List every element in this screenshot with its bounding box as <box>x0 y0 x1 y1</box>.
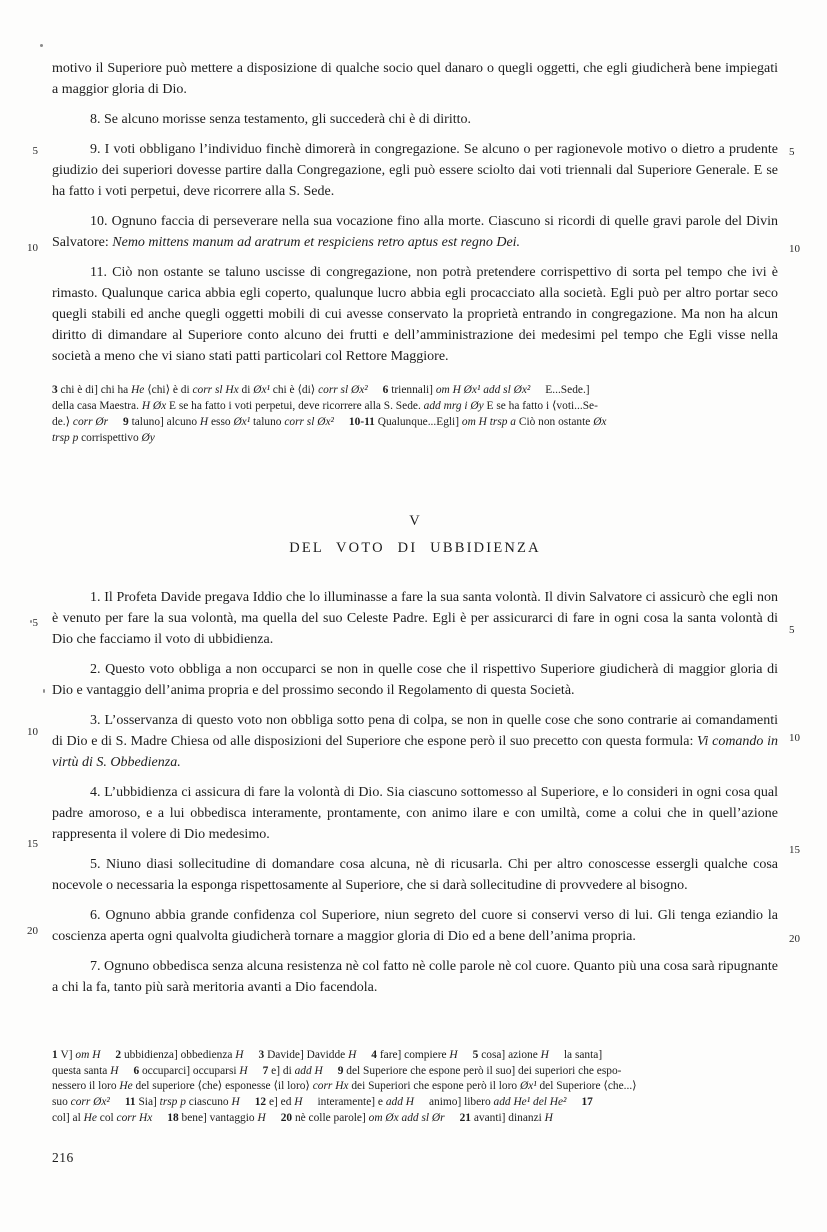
text-run: fare] compiere <box>379 1048 450 1061</box>
text-run: Ciò non ostante <box>518 415 594 428</box>
text-run: 3. L’osservanza di questo voto non obbliga sotto pena di colpa, se non in quelle cose che sono contrarie ai comandamenti di Dio e di S. Madre Chiesa od alle disposizioni del Superiore che espone però il suo precetto con questa formula: <box>52 712 778 749</box>
text-run: di <box>241 384 254 396</box>
text-run: del Superiore che espone però il suo] dei superiori che espo- <box>346 1064 622 1077</box>
apparatus-1-line-3 <box>52 415 778 431</box>
apparatus-2-line-5 <box>52 1111 778 1127</box>
text-run: Nemo mittens manum ad aratrum et respiciens retro aptus est regno Dei. <box>112 235 521 250</box>
print-speck <box>40 44 43 47</box>
line-number-left: 20 <box>27 925 38 937</box>
text-run: triennali] <box>391 384 436 396</box>
apparatus-1-line-2 <box>52 399 778 415</box>
apparatus-1 <box>52 383 778 447</box>
apparatus-1-line-1 <box>52 383 778 399</box>
item-9 <box>52 139 778 202</box>
text-run: E se ha fatto i voti perpetui, deve ricorrere alla S. Sede. <box>169 399 424 412</box>
text-run: 6 <box>382 384 392 396</box>
apparatus-2-line-4 <box>52 1095 778 1111</box>
section-heading <box>52 513 778 557</box>
text-run: ubbidienza] obbedienza <box>123 1048 236 1061</box>
text-run: om H <box>75 1048 101 1061</box>
text-run: occuparci] occuparsi <box>141 1064 240 1077</box>
text-run: corr sl Øx² <box>284 415 334 428</box>
chapter5-item-6 <box>52 905 778 947</box>
text-run: avanti] dinanzi <box>473 1112 545 1125</box>
text-run: 3 <box>258 1048 268 1061</box>
text-run: chi è di] chi ha <box>60 384 132 396</box>
text-run: trsp p <box>159 1096 189 1109</box>
text-run: Øx <box>593 415 607 428</box>
text-run: 18 <box>167 1112 182 1125</box>
text-run: H <box>544 1112 553 1125</box>
chapter5-item-5 <box>52 854 778 896</box>
line-number-right: 5 <box>789 146 795 158</box>
line-number-right: 10 <box>789 243 800 255</box>
line-number-right: 10 <box>789 732 800 744</box>
text-run: cosa] azione <box>481 1048 541 1061</box>
text-run: H <box>235 1048 244 1061</box>
text-run: nè colle parole] <box>294 1112 369 1125</box>
text-run: E...Sede.] <box>545 384 590 396</box>
text-run: 20 <box>280 1112 295 1125</box>
text-run: ⟨chi⟩ è di <box>147 384 193 396</box>
line-number-left: 5 <box>32 617 38 629</box>
text-run: ciascuno <box>188 1096 232 1109</box>
text-run: 1. Il Profeta Davide pregava Iddio che lo illuminasse a fare la sua santa volontà. Il divin Salvatore ci assicurò che egli non è venuto per fare la sua volontà, ma quella del suo Celeste Padre. Egli è per assicurarci di fare in ogni cosa la santa volontà di Dio che facciamo il voto di ubbidienza. <box>52 589 778 647</box>
text-run: e] di <box>271 1064 295 1077</box>
text-run: 11 <box>124 1096 139 1109</box>
text-run: e] ed <box>268 1096 295 1109</box>
text-run: 2. Questo voto obbliga a non occuparci se non in quelle cose che il rispettivo Superiore giudicherà di maggior gloria di Dio e vantaggio dell’anima propria e del prossimo secondo il Regolamento di questa Società. <box>52 661 778 698</box>
chapter5-item-2 <box>52 659 778 701</box>
print-speck <box>43 689 45 693</box>
text-run: add H <box>385 1096 414 1109</box>
chapter5-item-1 <box>52 587 778 650</box>
text-run: corr Hx <box>116 1112 153 1125</box>
line-number-right: 15 <box>789 844 800 856</box>
text-run: add H <box>294 1064 323 1077</box>
text-run: add He¹ del He² <box>493 1096 567 1109</box>
text-run: animo] libero <box>428 1096 494 1109</box>
text-run: E se ha fatto i ⟨voti...Se- <box>486 399 598 412</box>
text-run: Qualunque...Egli] <box>377 415 462 428</box>
text-run: om H Øx¹ add sl Øx² <box>435 384 531 396</box>
item-10 <box>52 211 778 253</box>
text-run: 11. Ciò non ostante se taluno uscisse di congregazione, non potrà pretendere corrispettivo di sorta pel tempo che ivi è rimasto. Qualunque carica abbia egli coperto, qualunque lucro abbia egli procacciato alla società. Egli può per altro portar seco quegli stabili ed anche quegli oggetti mobili di cui avesse conservato la proprietà entrando in congregazione. Ma non ha alcun diritto di dimandare al Superiore conto alcuno dei frutti e dell’amministrazione dei medesimi pel tempo che Egli visse nella società a meno che vi siano stati patti particolari col Rettore Maggiore. <box>52 265 778 364</box>
text-run: trsp p <box>52 431 82 444</box>
chapter5-item-4 <box>52 782 778 845</box>
text-run: 7 <box>262 1064 272 1077</box>
text-run: 5. Niuno diasi sollecitudine di domandare cosa alcuna, nè di ricusarla. Chi per altro conoscesse essergli qualche cosa nocevole o necessaria la esponga rispettosamente al Superiore, che si darà sollecitudine di provvedere al bisogno. <box>52 856 778 893</box>
text-run: corr Øx² <box>70 1096 110 1109</box>
line-number-left: 10 <box>27 242 38 254</box>
text-run: 9 <box>337 1064 347 1077</box>
text-run: de.⟩ <box>52 415 73 428</box>
item-11 <box>52 262 778 367</box>
text-run: corr sl Øx² <box>318 384 368 396</box>
section-title: DEL VOTO DI UBBIDIENZA <box>289 539 541 556</box>
text-run: taluno <box>252 415 285 428</box>
item-8 <box>52 109 778 130</box>
text-run: dei Superiori che espone però il loro <box>351 1080 520 1093</box>
chapter5-item-3 <box>52 710 778 773</box>
text-run: add mrg i Øy <box>423 399 487 412</box>
text-run: del Superiore ⟨che...⟩ <box>539 1080 637 1093</box>
text-run: corrispettivo <box>81 431 142 444</box>
text-run: H <box>239 1064 248 1077</box>
text-run: del superiore ⟨che⟩ esponesse ⟨il loro⟩ <box>135 1080 313 1093</box>
text-run: H <box>257 1112 266 1125</box>
apparatus-2-line-3 <box>52 1079 778 1095</box>
text-run: bene] vantaggio <box>181 1112 258 1125</box>
text-run: Sia] <box>138 1096 160 1109</box>
text-run: Øx¹ <box>519 1080 540 1093</box>
text-run: Øx¹ <box>253 384 273 396</box>
text-run: om H trsp a <box>461 415 519 428</box>
text-run: esso <box>210 415 234 428</box>
text-run: 1 <box>52 1048 61 1061</box>
apparatus-1-line-4 <box>52 431 778 447</box>
line-number-right: 20 <box>789 933 800 945</box>
text-run: 17 <box>581 1096 593 1109</box>
chapter5-item-7 <box>52 956 778 998</box>
line-number-left: 15 <box>27 838 38 850</box>
text-run: He <box>83 1112 100 1125</box>
text-run: 8. Se alcuno morisse senza testamento, gli succederà chi è di diritto. <box>90 112 471 127</box>
text-run: la santa] <box>563 1048 603 1061</box>
text-run: 3 <box>52 384 61 396</box>
text-run: 9 <box>123 415 132 428</box>
text-run: He <box>119 1080 136 1093</box>
apparatus-2 <box>52 1048 778 1128</box>
text-run: 6 <box>133 1064 142 1077</box>
text-run: taluno] alcuno <box>131 415 200 428</box>
line-number-left: 5 <box>32 145 38 157</box>
apparatus-2-line-2 <box>52 1064 778 1080</box>
text-run: Davide] Davidde <box>267 1048 349 1061</box>
text-run: col <box>99 1112 117 1125</box>
text-run: Øx¹ <box>233 415 253 428</box>
text-run: 10. Ognuno faccia di perseverare nella sua vocazione fino alla morte. Ciascuno si ricordi di quelle gravi parole del Divin Salvatore: <box>52 214 778 250</box>
text-run: H <box>231 1096 240 1109</box>
text-run: H <box>348 1048 357 1061</box>
text-run: 6. Ognuno abbia grande confidenza col Superiore, niun segreto del cuore si conservi verso di lui. Gli tenga eziandio la coscienza aperta ogni qualvolta giudicherà tornare a maggior gloria di Dio ed a bene dell’anima propria. <box>52 907 778 944</box>
text-run: 10-11 <box>348 415 378 428</box>
text-run: 12 <box>254 1096 269 1109</box>
text-run: om Øx add sl Ør <box>368 1112 445 1125</box>
text-run: questa santa <box>52 1064 111 1077</box>
text-run: corr sl Hx <box>192 384 242 396</box>
text-run: Øy <box>141 431 155 444</box>
text-run: chi è ⟨di⟩ <box>272 384 319 396</box>
text-flow <box>52 58 778 1127</box>
text-run: H <box>199 415 211 428</box>
text-run: 21 <box>459 1112 474 1125</box>
text-run: 4 <box>371 1048 380 1061</box>
text-run: H <box>110 1064 119 1077</box>
text-run: He <box>131 384 148 396</box>
text-run: 5 <box>472 1048 482 1061</box>
text-run: 4. L’ubbidienza ci assicura di fare la volontà di Dio. Sia ciascuno sottomesso al Superiore, e lo consideri in ogni cosa qual padre amoroso, e a lui obbedisca interamente, prontamente, con animo ilare e con umiltà, come a colui che in quell’azione rappresenta il volere di Dio medesimo. <box>52 784 778 842</box>
text-run: della casa Maestra. <box>52 399 142 412</box>
text-run: nessero il loro <box>52 1080 120 1093</box>
text-run: H <box>449 1048 458 1061</box>
text-run: V] <box>60 1048 76 1061</box>
text-run: corr Ør <box>72 415 109 428</box>
text-run: corr Hx <box>312 1080 352 1093</box>
text-run: H Øx <box>141 399 170 412</box>
text-run: H <box>294 1096 303 1109</box>
line-number-right: 5 <box>789 624 795 636</box>
text-run: 9. I voti obbligano l’individuo finchè dimorerà in congregazione. Se alcuno o per ragionevole motivo o dietro a prudente giudizio dei superiori dovesse partire dalla Congregazione, egli può essere sciolto dai voti triennali dal Superiore Generale. E se ha fatto i voti perpetui, deve ricorrere alla S. Sede. <box>52 142 778 199</box>
text-run: H <box>540 1048 549 1061</box>
text-run: col] al <box>52 1112 84 1125</box>
text-run: Vi comando in virtù di S. Obbedienza. <box>52 733 778 770</box>
apparatus-2-line-1 <box>52 1048 778 1064</box>
paragraph-continuation <box>52 58 778 100</box>
text-run: suo <box>52 1096 71 1109</box>
text-run: motivo il Superiore può mettere a disposizione di qualche socio quel danaro o quegli oggetti, che egli giudicherà bene impiegati a maggior gloria di Dio. <box>52 61 778 97</box>
text-run: 2 <box>115 1048 124 1061</box>
page-number: 216 <box>52 1150 74 1165</box>
section-number: V <box>409 512 421 529</box>
text-run: 7. Ognuno obbedisca senza alcuna resistenza nè col fatto nè colle parole nè col cuore. Quanto più una cosa sarà ripugnante a chi la fa, tanto più sarà meritoria avanti a Dio facendola. <box>52 958 778 995</box>
text-run: interamente] e <box>317 1096 386 1109</box>
line-number-left: 10 <box>27 726 38 738</box>
